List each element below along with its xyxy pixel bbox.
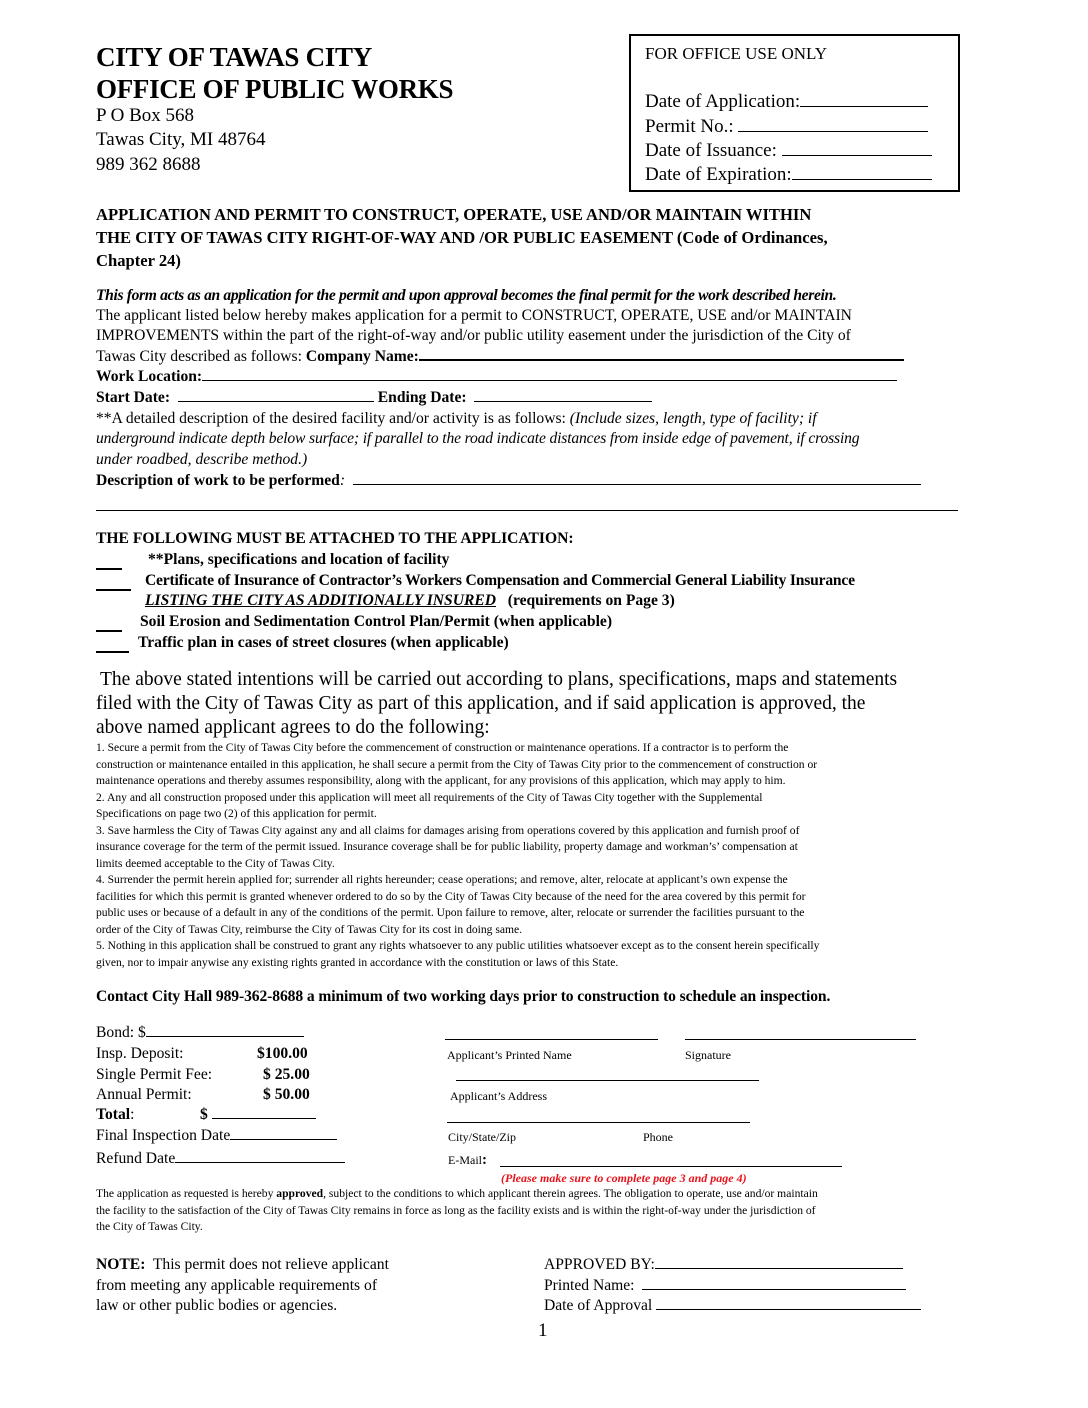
applicant-address-blank[interactable] — [456, 1080, 759, 1081]
refund-date-field[interactable] — [96, 1150, 345, 1168]
city-state-zip-blank[interactable] — [447, 1122, 750, 1123]
date-of-expiration-label: Date of Expiration: — [645, 164, 792, 185]
intro-line-1: The applicant listed below hereby makes application for a permit to CONSTRUCT, OPERATE, USE and/or MAINTAIN — [96, 307, 852, 324]
email-label: E-Mail — [448, 1153, 482, 1167]
complete-pages-reminder: (Please make sure to complete page 3 and page 4) — [501, 1171, 747, 1185]
email-label-wrap — [448, 1152, 487, 1169]
term-line: 2. Any and all construction proposed under this application will meet all requirements of the City of Tawas City together with the Supplemental — [96, 790, 763, 804]
email-blank[interactable] — [500, 1166, 842, 1167]
date-of-issuance-field[interactable] — [645, 140, 932, 162]
applicant-printed-name-label: Applicant’s Printed Name — [447, 1048, 572, 1062]
printed-name-field[interactable] — [544, 1277, 906, 1295]
printed-name-label: Printed Name: — [544, 1277, 635, 1294]
date-range-fields — [96, 389, 652, 407]
phone-label: Phone — [643, 1130, 673, 1144]
term-line: maintenance operations and thereby assumes responsibility, along with the applicant, for any provisions of this application, which may apply to him. — [96, 774, 786, 787]
final-inspection-field[interactable] — [96, 1127, 337, 1145]
total-dollar: $ — [200, 1106, 208, 1123]
bond-field[interactable] — [96, 1024, 304, 1042]
date-of-issuance-blank[interactable] — [782, 154, 932, 156]
applicant-address-label: Applicant’s Address — [450, 1089, 547, 1103]
description-instructions-line-1 — [96, 410, 817, 428]
approved-by-field[interactable] — [544, 1256, 903, 1274]
permit-no-field[interactable] — [645, 116, 928, 138]
note-line-1 — [96, 1256, 389, 1274]
attachments-heading: THE FOLLOWING MUST BE ATTACHED TO THE APPLICATION: — [96, 530, 574, 547]
term-line: given, nor to impair anywise any existing rights granted in accordance with the constitution or laws of this State. — [96, 955, 619, 969]
intro-line-3: Tawas City described as follows: — [96, 348, 306, 365]
date-of-issuance-label: Date of Issuance: — [645, 140, 777, 161]
approval-statement-line-1 — [96, 1186, 818, 1203]
description-colon: : — [339, 472, 346, 489]
total-field[interactable] — [96, 1106, 134, 1124]
form-title-line-3: Chapter 24) — [96, 251, 181, 270]
attachment-item-2: Certificate of Insurance of Contractor’s Workers Compensation and Commercial General Liability Insurance — [145, 572, 855, 589]
description-hint-2: underground indicate depth below surface; if parallel to the road indicate distances from inside edge of pavement, if crossing — [96, 430, 860, 447]
term-line: limits deemed acceptable to the City of Tawas City. — [96, 856, 335, 870]
department-name: OFFICE OF PUBLIC WORKS — [96, 74, 454, 104]
applicant-signature-blank[interactable] — [685, 1039, 916, 1040]
printed-name-blank[interactable] — [642, 1288, 906, 1290]
header-phone: 989 362 8688 — [96, 154, 201, 175]
date-of-approval-field[interactable] — [544, 1297, 921, 1315]
refund-date-label: Refund Date — [96, 1150, 176, 1167]
work-location-blank[interactable] — [202, 379, 897, 381]
term-line: insurance coverage for the term of the permit issued. Insurance coverage shall be for public liability, property damage and workman’s’ compensation at — [96, 840, 798, 853]
agreement-line-3: above named applicant agrees to do the following: — [96, 717, 490, 738]
term-line: facilities for which this permit is granted whenever ordered to do so by the City of Tawas City because of the need for the area covered by this permit for — [96, 889, 806, 903]
approval-statement-line-2: the facility to the satisfaction of the City of Tawas City remains in force as long as the facility exists and is within the right-of-way under the jurisdiction of — [96, 1203, 816, 1217]
attachment-item-1: **Plans, specifications and location of facility — [148, 551, 450, 568]
approved-by-blank[interactable] — [655, 1267, 903, 1269]
description-label: Description of work to be performed — [96, 472, 340, 489]
description-blank-2[interactable] — [96, 510, 958, 511]
insp-deposit-value: $100.00 — [257, 1045, 308, 1062]
note-line-3: law or other public bodies or agencies. — [96, 1297, 338, 1314]
approval-text-part: The application as requested is hereby — [96, 1187, 277, 1200]
contact-city-hall: Contact City Hall 989-362-8688 a minimum of two working days prior to construction to schedule an inspection. — [96, 988, 831, 1005]
agreement-line-2: filed with the City of Tawas City as part of this application, and if said application is approved, the — [96, 693, 866, 714]
approval-text-part: , subject to the conditions to which applicant therein agrees. The obligation to operate, use and/or maintain — [323, 1187, 818, 1200]
date-of-expiration-blank[interactable] — [792, 178, 932, 180]
approved-by-label: APPROVED BY: — [544, 1256, 655, 1273]
total-label: Total — [96, 1106, 131, 1123]
description-prefix: **A detailed description of the desired facility and/or activity is as follows: — [96, 410, 570, 427]
final-inspection-label: Final Inspection Date — [96, 1127, 231, 1144]
total-colon: : — [130, 1106, 135, 1123]
date-of-approval-label: Date of Approval — [544, 1297, 653, 1314]
term-line: Specifications on page two (2) of this application for permit. — [96, 807, 377, 820]
description-hint-1: (Include sizes, length, type of facility; if — [569, 410, 817, 427]
attachment-checkbox-4[interactable] — [96, 651, 129, 653]
company-name-blank[interactable] — [419, 358, 904, 361]
attachment-checkbox-3[interactable] — [96, 630, 122, 632]
total-amount-field[interactable] — [200, 1106, 316, 1124]
attachment-checkbox-2[interactable] — [96, 589, 131, 591]
bond-label: Bond: $ — [96, 1024, 146, 1041]
approved-word: approved — [276, 1187, 324, 1200]
office-use-box — [629, 34, 960, 192]
refund-date-blank[interactable] — [175, 1161, 345, 1163]
agreement-terms — [96, 740, 819, 971]
date-of-approval-blank[interactable] — [656, 1308, 921, 1310]
work-location-label: Work Location: — [96, 368, 203, 385]
form-purpose-note: This form acts as an application for the permit and upon approval becomes the final permit for the work described herein. — [96, 287, 837, 304]
note-text-1: This permit does not relieve applicant — [145, 1256, 389, 1273]
term-line: construction or maintenance entailed in this application, he shall secure a permit from the City of Tawas City prior to the commencement of construction or — [96, 757, 818, 771]
permit-no-blank[interactable] — [738, 130, 928, 132]
approval-statement — [96, 1186, 818, 1236]
address-po-box: P O Box 568 — [96, 105, 195, 126]
final-inspection-blank[interactable] — [230, 1138, 337, 1140]
note-label: NOTE: — [96, 1256, 146, 1273]
city-state-zip-label: City/State/Zip — [448, 1130, 516, 1144]
ending-date-label: Ending Date: — [377, 389, 467, 406]
single-permit-fee-value: $ 25.00 — [263, 1066, 310, 1083]
single-permit-fee-label: Single Permit Fee: — [96, 1066, 213, 1083]
form-title-line-1: APPLICATION AND PERMIT TO CONSTRUCT, OPERATE, USE AND/OR MAINTAIN WITHIN — [96, 205, 812, 224]
date-of-expiration-field[interactable] — [645, 164, 932, 186]
total-blank[interactable] — [212, 1117, 316, 1119]
permit-no-label: Permit No.: — [645, 116, 734, 137]
insp-deposit-label: Insp. Deposit: — [96, 1045, 184, 1062]
company-name-field[interactable] — [96, 348, 904, 366]
form-title-line-2: THE CITY OF TAWAS CITY RIGHT-OF-WAY AND /OR PUBLIC EASEMENT (Code of Ordinances, — [96, 228, 828, 247]
description-field[interactable] — [96, 472, 921, 490]
email-colon: : — [482, 1152, 487, 1168]
org-name: CITY OF TAWAS CITY — [96, 42, 372, 72]
insured-requirement-page: (requirements on Page 3) — [507, 592, 675, 609]
term-line: order of the City of Tawas City, reimburse the City of Tawas City for its cost in doing same. — [96, 922, 523, 936]
approval-statement-line-3: the City of Tawas City. — [96, 1220, 203, 1233]
annual-permit-label: Annual Permit: — [96, 1086, 192, 1103]
term-line: 5. Nothing in this application shall be construed to grant any rights whatsoever to any public utilities whatsoever except as to the consent herein specifically — [96, 939, 820, 952]
note-line-2: from meeting any applicable requirements of — [96, 1277, 378, 1294]
intro-line-2: IMPROVEMENTS within the part of the right-of-way and/or public utility easement under the jurisdiction of the City of — [96, 327, 851, 344]
date-of-application-blank[interactable] — [800, 105, 928, 107]
term-line: 4. Surrender the permit herein applied for; surrender all rights hereunder; cease operations; and remove, alter, relocate at applicant’s own expense the — [96, 873, 788, 886]
listing-city-insured-note: LISTING THE CITY AS ADDITIONALLY INSURED — [145, 592, 497, 609]
insured-requirement-line — [145, 592, 675, 610]
attachment-checkbox-1[interactable] — [96, 568, 122, 570]
applicant-signature-label: Signature — [685, 1048, 731, 1062]
attachment-item-3: Soil Erosion and Sedimentation Control Plan/Permit (when applicable) — [140, 613, 613, 630]
start-date-blank[interactable] — [178, 400, 374, 402]
company-name-label: Company Name: — [305, 348, 419, 365]
work-location-field[interactable] — [96, 368, 897, 386]
description-blank-1[interactable] — [353, 483, 921, 485]
date-of-application-label: Date of Application: — [645, 91, 801, 112]
applicant-printed-name-blank[interactable] — [445, 1039, 658, 1040]
attachment-item-4: Traffic plan in cases of street closures (when applicable) — [138, 634, 509, 651]
ending-date-blank[interactable] — [474, 400, 652, 402]
description-hint-3: under roadbed, describe method.) — [96, 451, 308, 468]
date-of-application-field[interactable] — [645, 91, 928, 113]
bond-blank[interactable] — [146, 1035, 304, 1037]
start-date-label: Start Date: — [96, 389, 171, 406]
term-line: 3. Save harmless the City of Tawas City against any and all claims for damages arising from operations covered by this application and furnish proof of — [96, 823, 800, 837]
address-city: Tawas City, MI 48764 — [96, 129, 266, 150]
term-line: 1. Secure a permit from the City of Tawas City before the commencement of construction or maintenance operations. If a contractor is to perform the — [96, 741, 789, 754]
term-line: public uses or because of a default in any of the conditions of the permit. Upon failure to remove, alter, relocate or surrender the facilities pursuant to the — [96, 906, 805, 919]
agreement-line-1: The above stated intentions will be carried out according to plans, specifications, maps and statements — [100, 669, 898, 690]
page-number: 1 — [538, 1320, 548, 1341]
annual-permit-value: $ 50.00 — [263, 1086, 310, 1103]
office-use-title: FOR OFFICE USE ONLY — [645, 44, 828, 63]
